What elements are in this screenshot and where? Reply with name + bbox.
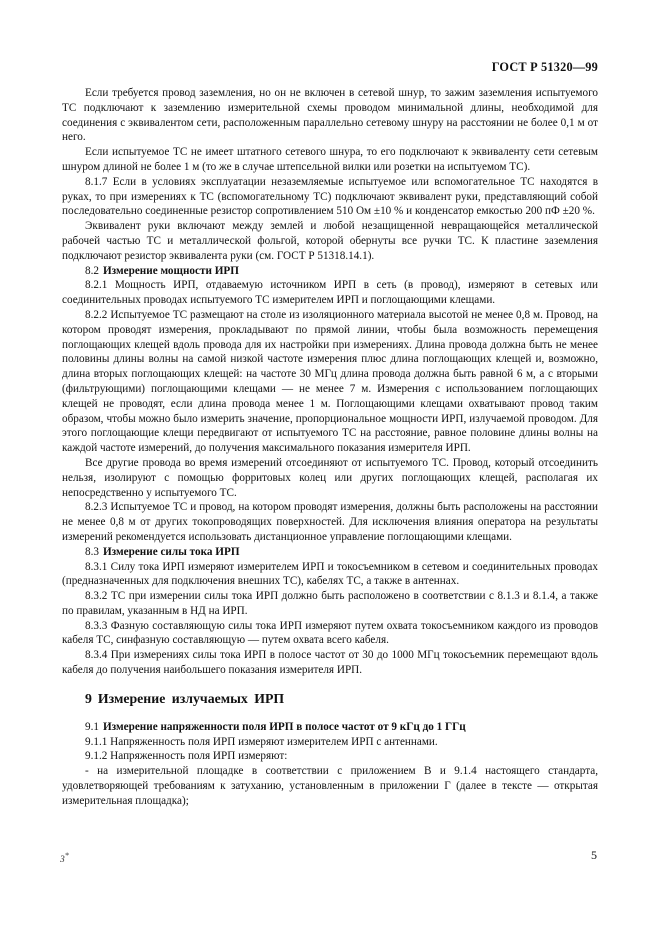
- paragraph-grounding-wire: Если требуется провод заземления, но он не включен в сетевой шнур, то зажим заземления испытуемого ТС подключают к заземлению измерительной схемы проводом минимальной длины, необходимой для соединения с эквивалентом сети, расположенным параллельно сетевому шнуру на расстоянии не более 0,1 м от него.: [62, 87, 598, 144]
- paragraph-measurement-site: - на измерительной площадке в соответствии с приложением В и 9.1.4 настоящего стандарта, удовлетворяющей требованиям к затуханию, установленным в приложении Г (далее в тексте — открытая измерительная площадка);: [62, 765, 598, 807]
- document-body: [62, 86, 598, 809]
- paragraph-9-1-2: 9.1.2 Напряженность поля ИРП измеряют:: [85, 750, 288, 763]
- paragraph-8-3-4: 8.3.4 При измерениях силы тока ИРП в полосе частот от 30 до 1000 МГц токосъемник перемещают вдоль кабеля до получения наибольшего показания измерителя ИРП.: [62, 649, 598, 677]
- paragraph-9-1-1: 9.1.1 Напряженность поля ИРП измеряют измерителем ИРП с антеннами.: [85, 735, 438, 748]
- paragraph-8-3-3: 8.3.3 Фазную составляющую силы тока ИРП измеряют путем охвата токосъемником каждого из проводов кабеля ТС, синфазную составляющую — путем охвата всего кабеля.: [62, 619, 598, 647]
- paragraph-8-3-1: 8.3.1 Силу тока ИРП измеряют измерителем ИРП и токосъемником в сетевом и соединительных проводах (предназначенных для подключения внешних ТС), кабелях ТС, а также в антеннах.: [62, 560, 598, 588]
- paragraph-8-2-3: 8.2.3 Испытуемое ТС и провод, на котором проводят измерения, должны быть расположены на расстоянии не менее 0,8 м от других токопроводящих поверхностей. Для исключения влияния оператора на результаты измерений рекомендуется использовать дистанционное управление поглощающими клещами.: [62, 501, 598, 543]
- paragraph-no-power-cord: Если испытуемое ТС не имеет штатного сетевого шнура, то его подключают к эквиваленту сети сетевым шнуром длиной не более 1 м (то же в случае штепсельной вилки или розетки на испытуемом ТС).: [62, 146, 598, 173]
- doc-code: ГОСТ Р 51320—99: [491, 60, 598, 74]
- section-number: 9: [85, 690, 92, 706]
- heading-9-1: [62, 720, 598, 735]
- section-title: Измерение излучаемых ИРП: [97, 690, 285, 706]
- signature-mark: [60, 851, 69, 865]
- page-number: 5: [591, 848, 597, 862]
- paragraph-8-3-2: 8.3.2 ТС при измерении силы тока ИРП должно быть расположено в соответствии с 8.1.3 и 8.1.4, а также по правилам, указанным в НД на ИРП.: [62, 590, 598, 617]
- heading-number: 8.3: [85, 545, 99, 558]
- heading-title: Измерение мощности ИРП: [102, 264, 239, 277]
- signature-number: 3: [60, 855, 65, 866]
- heading-title: Измерение силы тока ИРП: [102, 545, 240, 558]
- heading-number: 8.2: [85, 264, 99, 277]
- paragraph-other-wires: Все другие провода во время измерений отсоединяют от испытуемого ТС. Провод, который отсоединить нельзя, изолируют с помощью форритовых колец или других поглощающих клещей, располагая их непосредственно у испытуемого ТС.: [62, 456, 598, 499]
- paragraph-8-2-1: 8.2.1 Мощность ИРП, отдаваемую источником ИРП в сеть (в провод), измеряют в сетевых или соединительных проводах испытуемого ТС измерителем ИРП и поглощающими клещами.: [62, 279, 598, 307]
- heading-8-3: [62, 545, 598, 560]
- section-heading-9: [62, 690, 598, 708]
- heading-8-2: [62, 264, 598, 279]
- heading-number: 9.1: [85, 720, 99, 733]
- signature-star: *: [64, 851, 69, 860]
- page-header: [62, 60, 598, 75]
- paragraph-8-2-2: 8.2.2 Испытуемое ТС размещают на столе из изоляционного материала высотой не менее 0,8 м. Провод, на котором проводят измерения, прокладывают по прямой линии, чтобы была возможность перемещения поглощающих клещей вдоль провода для их настройки при измерениях. Длина провода должна быть не менее половины длины волны на самой низкой частоте измерения плюс длина поглощающих клещей и, возможно, длина вторых поглощающих клещей: на частоте 30 МГц длина провода должна быть равной 6 м, а с вторыми (фильтрующими) поглощающими клещами — не менее 7 м. Измерения с использованием поглощающих клещей не проводят, если длина провода менее 1 м. Поглощающими клещами охватывают провод таким образом, чтобы можно было измерить значение, пропорциональное мощности ИРП, излучаемой проводом. Для этого поглощающие клещи передвигают от испытуемого ТС на расстояние, равное половине длины волны на каждой частоте измерений, до получения максимального показания измерителя ИРП.: [62, 308, 598, 455]
- paragraph-8-1-7: 8.1.7 Если в условиях эксплуатации незаземляемые испытуемое или вспомогательное ТС находятся в руках, то при измерениях к ТС (вспомогательному ТС) подключают эквивалент руки, представляющий собой последовательно соединенные резистор сопротивлением 510 Ом ±10 % и конденсатор емкостью 200 пФ ±20 %.: [62, 175, 598, 218]
- paragraph-hand-equivalent: Эквивалент руки включают между землей и любой незащищенной невращающейся металлической рабочей частью ТС и металлической фольгой, которой обернуты все ручки ТС. К пластине заземления подключают резистор эквивалента руки (см. ГОСТ Р 51318.14.1).: [62, 220, 598, 262]
- heading-title: Измерение напряженности поля ИРП в полосе частот от 9 кГц до 1 ГГц: [102, 720, 466, 733]
